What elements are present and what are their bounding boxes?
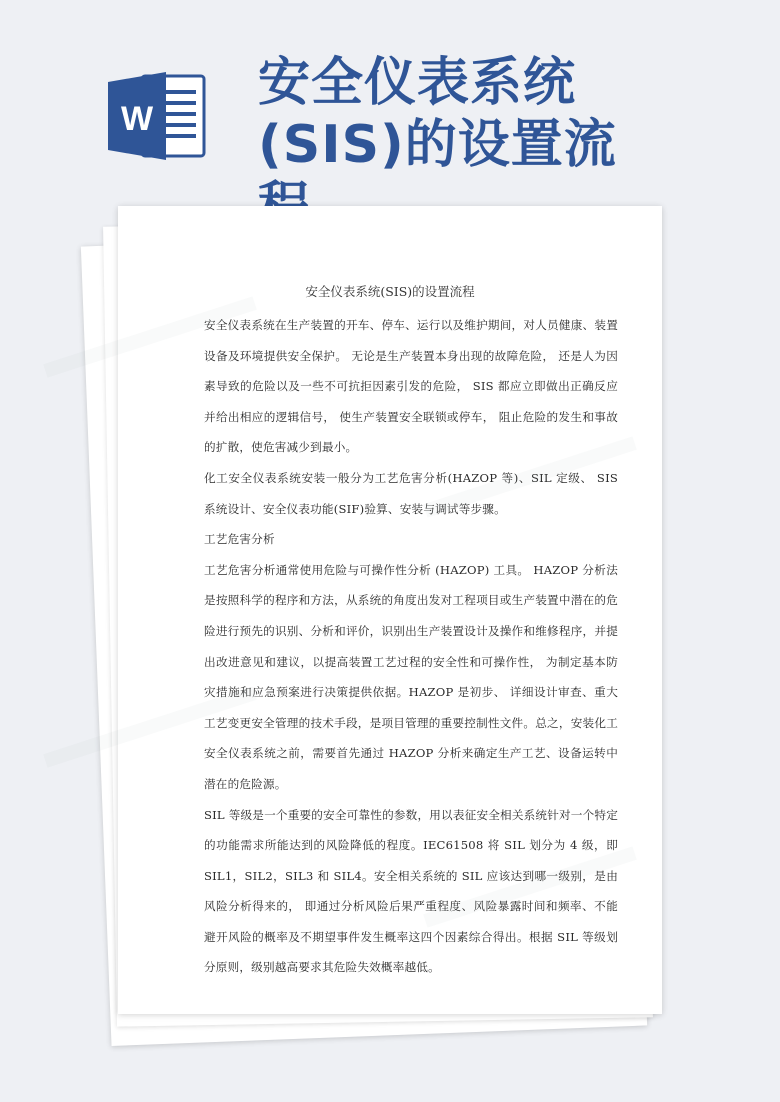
document-title: 安全仪表系统(SIS)的设置流程 [305, 284, 475, 299]
paragraph: 安全仪表系统在生产装置的开车、停车、运行以及维护期间，对人员健康、装置设备及环境提供安全保护。 无论是生产装置本身出现的故障危险， 还是人为因素导致的危险以及一些不可抗拒因素引发的危险， SIS 都应立即做出正确反应并给出相应的逻辑信号， 使生产装置安全联锁或停车， 阻止危险的发生和事故的扩散，使危害减少到最小。 [204, 318, 618, 455]
page-title: 安全仪表系统(SIS)的设置流 [258, 53, 617, 175]
paragraph: 工艺危害分析通常使用危险与可操作性分析 (HAZOP) 工具。 HAZOP 分析法是按照科学的程序和方法，从系统的角度出发对工程项目或生产装置中潜在的危险进行预先的识别、分析和评价，识别出生产装置设计及操作和维修程序，并提出改进意见和建议，以提高装置工艺过程的安全性和可操作性， 为制定基本防灾措施和应急预案进行决策提供依据。HAZOP 是初步、 详细设计审查、重大工艺变更安全管理的技术手段，是项目管理的重要控制性文件。总之，安装化工安全仪表系统之前，需要首先通过 HAZOP 分析来确定生产工艺、设备运转中潜在的危险源。 [204, 562, 618, 791]
section-heading: 工艺危害分析 [204, 532, 275, 547]
svg-text:W: W [120, 100, 154, 138]
document-page [118, 206, 662, 1014]
paragraph: 化工安全仪表系统安装一般分为工艺危害分析(HAZOP 等)、SIL 定级、 SIS 系统设计、安全仪表功能(SIF)验算、安装与调试等步骤。 [204, 470, 618, 516]
word-icon [108, 70, 208, 162]
document-body [204, 310, 618, 983]
paragraph: SIL 等级是一个重要的安全可靠性的参数，用以表征安全相关系统针对一个特定的功能需求所能达到的风险降低的程度。IEC61508 将 SIL 划分为 4 级，即 SIL1，SIL2，SIL3 和 SIL4。安全相关系统的 SIL 应该达到哪一级别，是由风险分析得来的， 即通过分析风险后果严重程度、风险暴露时间和频率、不能避开风险的概率及不期望事件发生概率这四个因素综合得出。根据 SIL 等级划分原则，级别越高要求其危险失效概率越低。 [204, 807, 618, 975]
